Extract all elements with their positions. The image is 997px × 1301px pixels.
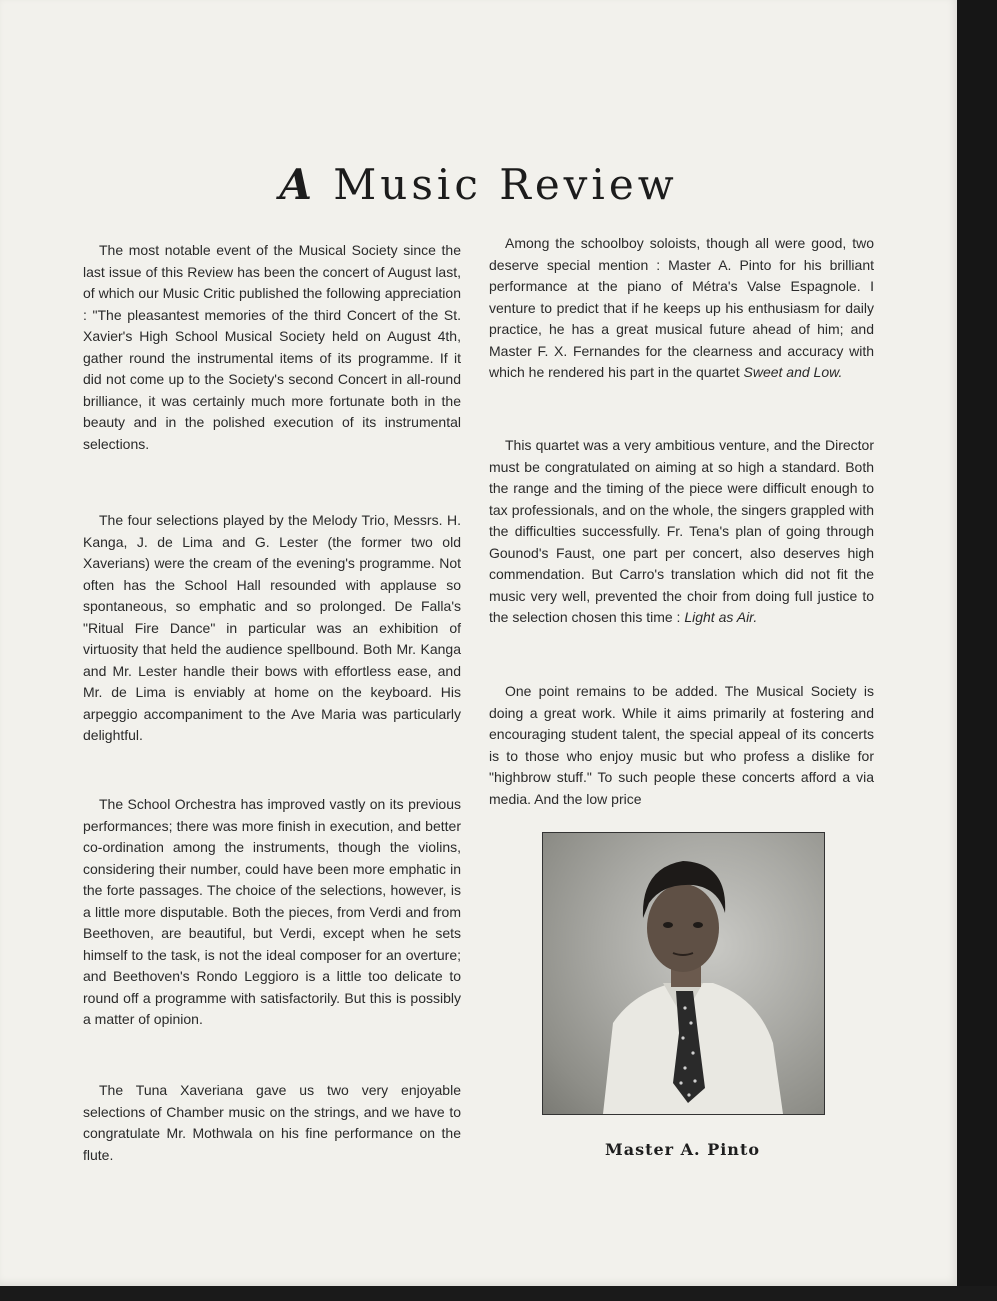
- left-column-block-3: [83, 794, 461, 1031]
- title-initial: A: [279, 160, 316, 209]
- portrait-illustration: [543, 833, 824, 1114]
- background-edge-right: [957, 0, 997, 1301]
- page-title: [0, 160, 957, 209]
- photo-caption: Master A. Pinto: [604, 1140, 760, 1159]
- background-edge-bottom: [0, 1286, 997, 1301]
- paragraph-tuna-xaveriana: The Tuna Xaveriana gave us two very enjoyable selections of Chamber music on the strings, and we have to congratulate Mr. Mothwala on his fine performance on the flute.: [83, 1082, 461, 1163]
- paragraph-melody-trio: The four selections played by the Melody Trio, Messrs. H. Kanga, J. de Lima and G. Lester (the former two old Xaverians) were the cream of the evening's programme. Not often has the School Hall resounded with applause so spontaneous, so emphatic and so prolonged. De Falla's "Ritual Fire Dance" in particular was an exhibition of virtuosity that held the audience spellbound. Both Mr. Kanga and Mr. Lester handle their bows with effortless ease, and Mr. de Lima is enviably at home on the keyboard. His arpeggio accompaniment to the Ave Maria was particularly delightful.: [83, 512, 461, 743]
- quartet-text: This quartet was a very ambitious venture, and the Director must be congratulated on aiming at so high a standard. Both the range and the timing of the piece were difficult enough to tax professionals, and on the whole, the singers grappled with the difficulties successfully. Fr. Tena's plan of going through Gounod's Faust, one part per concert, also deserves high commendation. But Carro's translation which did not fit the music very well, prevented the choir from doing full justice to the selection chosen this time :: [489, 437, 874, 625]
- paragraph-concert-appreciation: The most notable event of the Musical Society since the last issue of this Review has been the concert of August last, of which our Music Critic published the following appreciation : "The pleasantest memories of the third Concert of the St. Xavier's High School Musical Society held on August 4th, gather round the instrumental items of its programme. If it did not come up to the Society's second Concert in all-round brilliance, it was certainly much more fortunate both in the beauty and in the polished execution of its instrumental selections.: [83, 242, 461, 452]
- right-column-block-3: [489, 681, 874, 810]
- right-column-block-2: [489, 435, 874, 629]
- paragraph-musical-society: One point remains to be added. The Musical Society is doing a great work. While it aims primarily at fostering and encouraging student talent, the special appeal of its concerts is to those who enjoy music but who profess a dislike for "highbrow stuff." To such people these concerts afford a via media. And the low price: [489, 683, 874, 807]
- title-rest: Music Review: [315, 160, 678, 209]
- paragraph-soloists: [489, 233, 874, 384]
- portrait-photo: [542, 832, 825, 1115]
- paragraph-school-orchestra: The School Orchestra has improved vastly on its previous performances; there was more finish in execution, and better co-ordination among the instruments, though the violins, considering their number, could have been more emphatic in the forte passages. The choice of the selections, however, is a little more disputable. Both the pieces, from Verdi and from Beethoven, are beautiful, but Verdi, except when he sets himself to the task, is not the ideal composer for an overture; and Beethoven's Rondo Leggioro is a little too delicate to round off a programme with satisfactorily. But this is possibly a matter of opinion.: [83, 796, 461, 1027]
- left-column-block-2: [83, 510, 461, 747]
- right-eye: [693, 922, 703, 928]
- right-column: [489, 233, 874, 384]
- sweet-and-low-title: Sweet and Low.: [743, 364, 843, 380]
- soloists-text: Among the schoolboy soloists, though all were good, two deserve special mention : Master A. Pinto for his brilliant performance at the piano of Métra's Valse Espagnole. I venture to predict that if he keeps up his enthusiasm for daily practice, he has a great musical future ahead of him; and Master F. X. Fernandes for the clearness and accuracy with which he rendered his part in the quartet: [489, 235, 874, 380]
- face-shape: [647, 884, 719, 972]
- paragraph-quartet: [489, 435, 874, 629]
- left-eye: [663, 922, 673, 928]
- light-as-air-title: Light as Air.: [684, 609, 758, 625]
- left-column-block-4: [83, 1080, 461, 1166]
- left-column: [83, 240, 461, 455]
